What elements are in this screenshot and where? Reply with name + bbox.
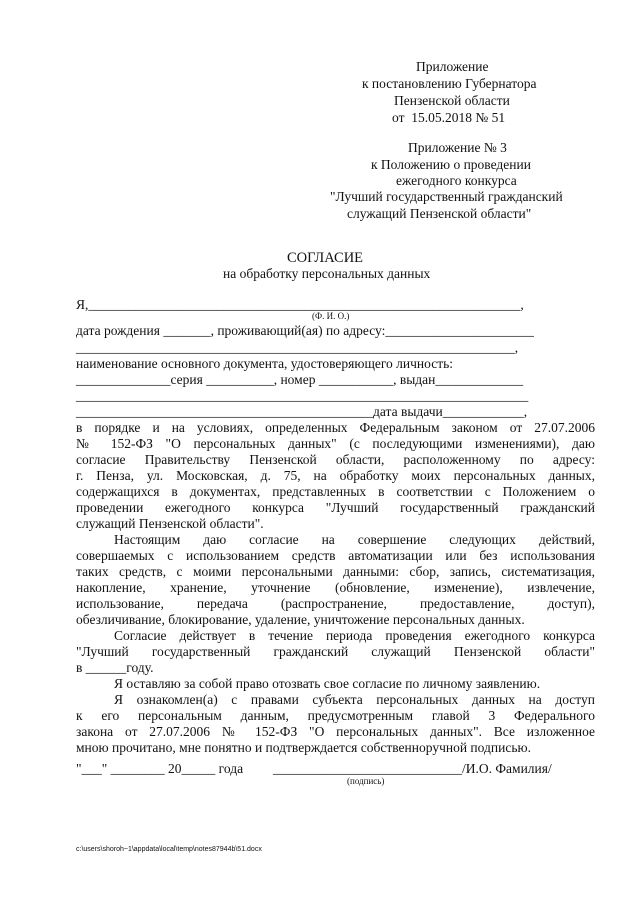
text-line: служащий Пензенской области". <box>76 516 264 531</box>
fio-label: (Ф. И. О.) <box>312 311 350 321</box>
text-line: в порядке и на условиях, определенных Федеральным законом от 27.07.2006 <box>76 420 595 435</box>
header-line: ежегодного конкурса <box>396 173 517 188</box>
text-line: Настоящим даю согласие на совершение следующих действий, <box>114 532 595 547</box>
header-line: Приложение № 3 <box>408 140 507 155</box>
signature-line: ____________________________/И.О. Фамилия/ <box>273 761 552 776</box>
series-number-line: ______________серия __________, номер ___________, выдан_____________ <box>76 372 524 387</box>
header-line: Пензенской области <box>394 93 510 108</box>
birth-address-line: дата рождения _______, проживающий(ая) по адресу:______________________ <box>76 323 534 338</box>
file-path-footer: c:\users\shoroh~1\appdata\local\temp\notes87944b\51.docx <box>76 846 262 853</box>
header-line: к постановлению Губернатора <box>362 76 537 91</box>
text-line: содержащихся в документах, представленных в соответствии с Положением о <box>76 484 595 499</box>
address-line: _________________________________________________________________, <box>76 340 519 355</box>
text-line: закона от 27.07.2006 № 152-ФЗ "О персональных данных". Все изложенное <box>76 724 595 739</box>
signature-label: (подпись) <box>347 776 385 786</box>
text-line: таких средств, с моими персональными данными: сбор, запись, систематизация, <box>76 564 595 579</box>
text-line: к его персональным данным, предусмотренным главой 3 Федерального <box>76 708 595 723</box>
text-line: "Лучший государственный гражданский служащий Пензенской области" <box>76 644 595 659</box>
issue-date-line: ____________________________________________дата выдачи____________, <box>76 404 528 419</box>
text-line: г. Пенза, ул. Московская, д. 75, на обработку моих персональных данных, <box>76 468 595 483</box>
paragraph-revoke: Я оставляю за собой право отозвать свое согласие по личному заявлению. <box>114 676 541 691</box>
header-line: к Положению о проведении <box>371 157 531 172</box>
text-line: обезличивание, блокирование, удаление, уничтожение персональных данных. <box>76 612 525 627</box>
issued-by-line: ___________________________________________________________________ <box>76 388 529 403</box>
text-line: согласие Правительству Пензенской области, расположенному по адресу: <box>76 452 595 467</box>
text-line: Согласие действует в течение периода проведения ежегодного конкурса <box>114 628 595 643</box>
document-title: СОГЛАСИЕ <box>287 250 364 266</box>
text-line: накопление, хранение, уточнение (обновление, изменение), извлечение, <box>76 580 595 595</box>
text-line: мною прочитано, мне понятно и подтверждается собственноручной подписью. <box>76 740 531 755</box>
header-line: "Лучший государственный гражданский <box>330 189 563 204</box>
text-line: Я ознакомлен(а) с правами субъекта персональных данных на доступ <box>114 692 595 707</box>
document-name-line: наименование основного документа, удостоверяющего личность: <box>76 356 454 371</box>
fio-line: Я,________________________________________________________________, <box>76 297 524 312</box>
header-line: Приложение <box>416 59 489 74</box>
document-subtitle: на обработку персональных данных <box>223 266 431 281</box>
header-line: от 15.05.2018 № 51 <box>392 110 506 125</box>
text-line: проведении ежегодного конкурса "Лучший государственный гражданский <box>76 500 595 515</box>
text-line: в ______году. <box>76 660 154 675</box>
text-line: использование, передача (распространение, предоставление, доступ), <box>76 596 595 611</box>
text-line: № 152-ФЗ "О персональных данных" (с последующими изменениями), даю <box>76 436 595 451</box>
header-line: служащий Пензенской области" <box>347 206 532 221</box>
text-line: совершаемых с использованием средств автоматизации или без использования <box>76 548 595 563</box>
date-line: "___" ________ 20_____ года <box>76 761 244 776</box>
